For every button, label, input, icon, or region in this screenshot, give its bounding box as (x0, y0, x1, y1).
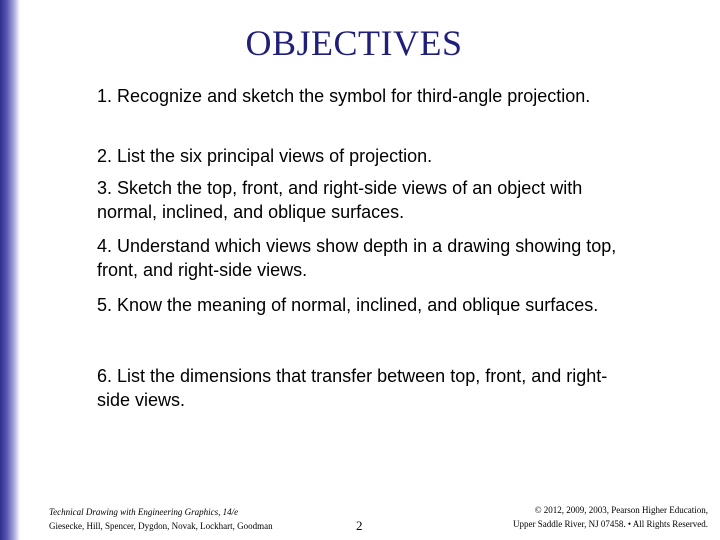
objective-item: 1. Recognize and sketch the symbol for third-angle projection. (97, 86, 591, 106)
left-gradient-band (0, 0, 20, 540)
objective-item: 2. List the six principal views of projection. (97, 146, 433, 166)
footer-authors: Giesecke, Hill, Spencer, Dygdon, Novak, Lockhart, Goodman (49, 521, 273, 531)
objective-item: 5. Know the meaning of normal, inclined, and oblique surfaces. (97, 295, 599, 315)
page-number: 2 (356, 518, 363, 533)
copyright-line-1: © 2012, 2009, 2003, Pearson Higher Education, (534, 505, 708, 515)
slide-title (0, 22, 720, 64)
objective-item: 6. List the dimensions that transfer between top, front, and right-side views. (97, 366, 608, 410)
objective-item: 3. Sketch the top, front, and right-side views of an object with normal, inclined, and oblique surfaces. (97, 178, 583, 222)
objective-item: 4. Understand which views show depth in a drawing showing top, front, and right-side views. (97, 236, 617, 280)
footer-citation (49, 505, 273, 533)
footer-copyright (513, 503, 708, 531)
footer-book-title: Technical Drawing with Engineering Graphics, 14/e (49, 507, 239, 517)
copyright-line-2: Upper Saddle River, NJ 07458. • All Rights Reserved. (512, 519, 708, 529)
slide-title-text: OBJECTIVES (245, 23, 463, 63)
